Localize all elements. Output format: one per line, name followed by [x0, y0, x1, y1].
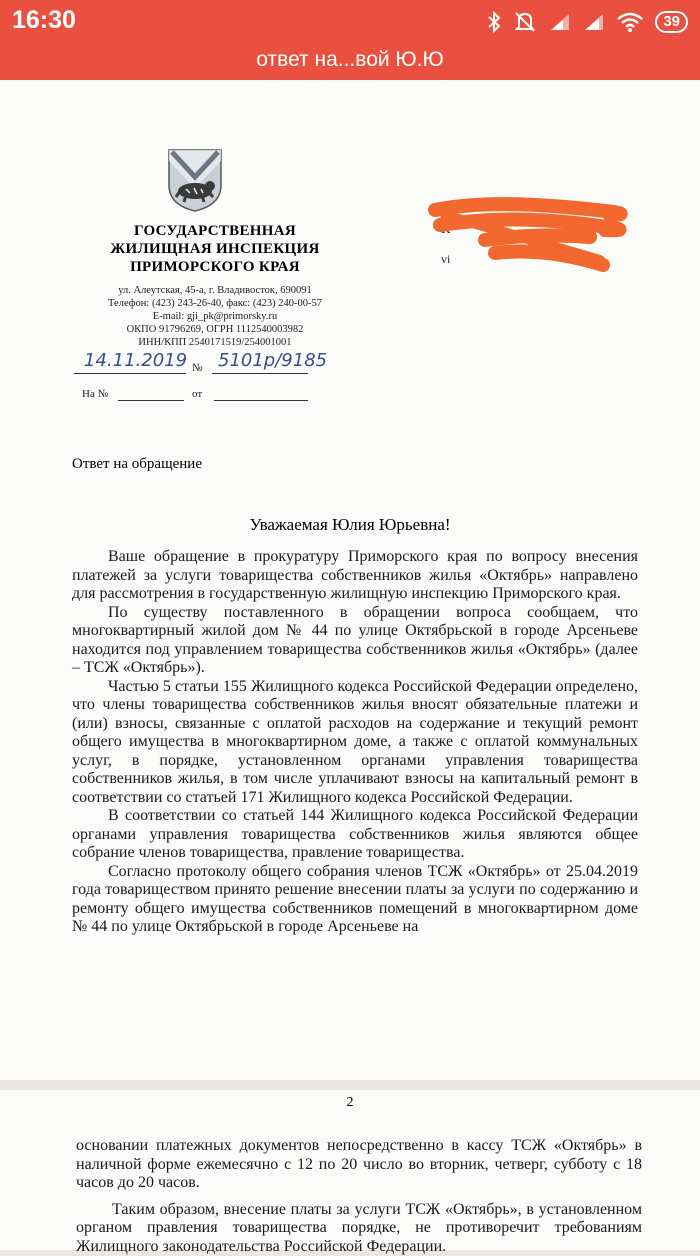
- battery-indicator: 39: [655, 11, 688, 33]
- page-number: 2: [0, 1095, 700, 1111]
- status-time: 16:30: [12, 6, 76, 35]
- organization-address: ул. Алеутская, 45-а, г. Владивосток, 690091 Телефон: (423) 243-26-40, факс: (423) 240-00-57 E-mail: gji_pk@primorsky.ru ОКПО 91796269, ОГРН 1112540003982 ИНН/КПП 2540171519/254001001: [70, 284, 360, 349]
- paragraph: По существу поставленного в обращении вопроса сообщаем, что многоквартирный жилой дом № 44 по улице Октябрьской в городе Арсеньеве находится под управлением товарищества собственников жилья «Октябрь» (далее – ТСЖ «Октябрь»).: [72, 604, 638, 678]
- document-title: ответ на...вой Ю.Ю: [0, 42, 700, 80]
- signal-icon: [549, 12, 571, 32]
- signal-icon-2: [583, 12, 605, 32]
- paragraph: Согласно протоколу общего собрания членов ТСЖ «Октябрь» от 25.04.2019 года товариществом принято решение внесении платы за услуги по содержанию и ремонту общего имущества собственников помещений в многоквартирном доме № 44 по улице Октябрьской в городе Арсеньеве на: [72, 863, 638, 937]
- ot-label: от: [192, 388, 202, 400]
- bluetooth-icon: [487, 11, 501, 33]
- mute-icon: [513, 11, 537, 33]
- na-label: На №: [82, 388, 108, 400]
- paragraph: Частью 5 статьи 155 Жилищного кодекса Российской Федерации определено, что члены товарищества собственников жилья вносят обязательные платежи и (или) взносы, связанные с оплатой расходов на содержание и текущий ремонт общего имущества в многоквартирном доме, а также с оплатой коммунальных услуг, в порядке, установленном органами управления товарищества собственников жилья, в том числе уплачивают взносы на капитальный ремонт в соответствии со статьей 171 Жилищного кодекса Российской Федерации.: [72, 678, 638, 808]
- paragraph: основании платежных документов непосредственно в кассу ТСЖ «Октябрь» в наличной форме ежемесячно с 12 по 20 число во вторник, четверг, субботу с 18 часов до 20 часов.: [76, 1137, 642, 1193]
- paragraph: Таким образом, внесение платы за услуги ТСЖ «Октябрь», в установленном органом правления товарищества порядке, не противоречит требованиям Жилищного законодательства Российской Федерации.: [76, 1201, 642, 1256]
- paragraph: Ваше обращение в прокуратуру Приморского края по вопросу внесения платежей за услуги товарищества собственников жилья «Октябрь» направлено для рассмотрения в государственную жилищную инспекцию Приморского края.: [72, 548, 638, 604]
- recipient-line-2: vi: [441, 252, 450, 267]
- handwritten-number: 5101р/9185: [218, 350, 327, 371]
- status-bar: [0, 0, 700, 42]
- organization-name: ГОСУДАРСТВЕННАЯ ЖИЛИЩНАЯ ИНСПЕКЦИЯ ПРИМОРСКОГО КРАЯ: [100, 222, 330, 276]
- recipient-line-1: К: [441, 222, 450, 238]
- ot-underline: [214, 400, 308, 401]
- coat-of-arms-icon: [166, 147, 224, 213]
- letter-body-page-1: [72, 548, 638, 937]
- handwritten-date: 14.11.2019: [84, 350, 187, 371]
- redaction-scribble: [425, 195, 615, 280]
- letter-subject: Ответ на обращение: [72, 456, 202, 473]
- status-icons: [487, 9, 688, 35]
- na-underline: [118, 400, 184, 401]
- wifi-icon: [617, 12, 643, 32]
- date-underline: [74, 373, 186, 374]
- paragraph: В соответствии со статьей 144 Жилищного кодекса Российской Федерации органами управления товарищества собственников жилья являются общее собрание членов товарищества, правление товарищества.: [72, 807, 638, 863]
- number-underline: [212, 373, 308, 374]
- number-sign: №: [192, 362, 203, 374]
- letter-body-page-2: [76, 1137, 642, 1256]
- letter-greeting: Уважаемая Юлия Юрьевна!: [0, 515, 700, 535]
